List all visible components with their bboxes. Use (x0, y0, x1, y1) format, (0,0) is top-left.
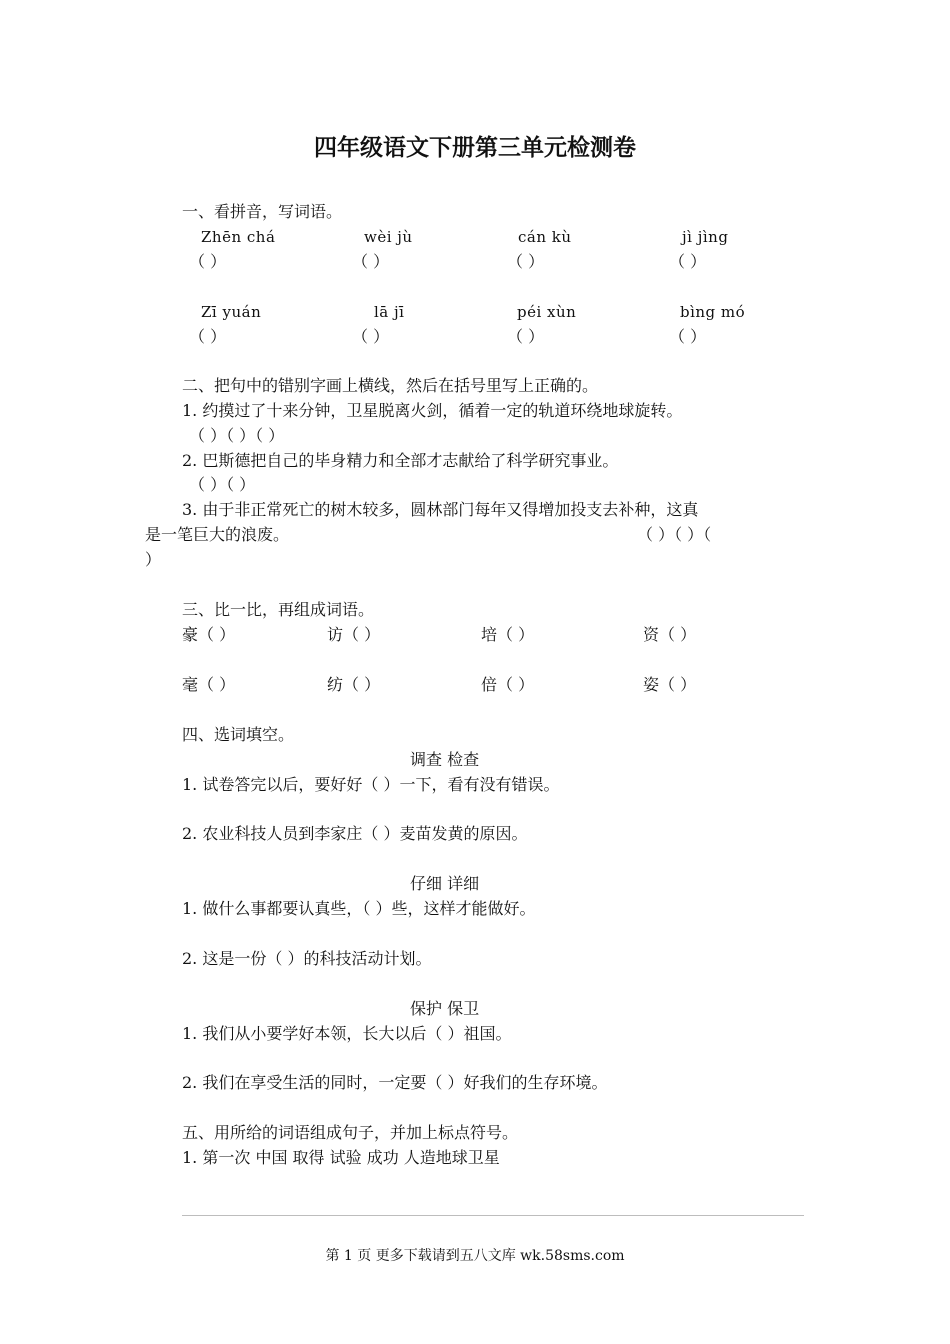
pinyin-1-3: cán kù (518, 228, 572, 246)
fill-question-2-1[interactable]: 1. 做什么事都要认真些，（ ）些，这样才能做好。 (182, 899, 536, 918)
question-2-2: 2. 巴斯德把自己的毕身精力和全部才志献给了科学研究事业。 (182, 451, 619, 470)
compare-item[interactable]: 姿（ ） (643, 675, 697, 694)
pinyin-2-2: lā jī (374, 303, 405, 321)
sentence-question-1: 1. 第一次 中国 取得 试验 成功 人造地球卫星 (182, 1148, 500, 1167)
pinyin-1-1: Zhēn chá (201, 228, 276, 246)
compare-item[interactable]: 资（ ） (643, 625, 697, 644)
answer-blank[interactable]: （ ） (352, 252, 390, 271)
compare-item[interactable]: 倍（ ） (481, 675, 535, 694)
pinyin-2-3: péi xùn (517, 303, 577, 321)
word-choices-3: 保护 保卫 (410, 999, 480, 1018)
question-2-1: 1. 约摸过了十来分钟，卫星脱离火剑，循着一定的轨道环绕地球旋转。 (182, 401, 683, 420)
fill-question-1-1[interactable]: 1. 试卷答完以后，要好好（ ）一下，看有没有错误。 (182, 775, 560, 794)
answer-blank[interactable]: （ ） (352, 327, 390, 346)
pinyin-1-4: jì jìng (682, 228, 729, 246)
answer-blank[interactable]: （ ） (507, 327, 545, 346)
section4-heading: 四、选词填空。 (182, 725, 295, 744)
compare-item[interactable]: 纺（ ） (327, 675, 381, 694)
footer-divider (182, 1215, 804, 1216)
compare-item[interactable]: 豪（ ） (182, 625, 236, 644)
answer-blanks-2-2[interactable]: （ ）（ ） (189, 475, 256, 494)
section3-heading: 三、比一比，再组成词语。 (182, 600, 375, 619)
section1-heading: 一、看拼音，写词语。 (182, 202, 343, 221)
fill-question-2-2[interactable]: 2. 这是一份（ ）的科技活动计划。 (182, 949, 432, 968)
page-footer: 第 1 页 更多下载请到五八文库 wk.58sms.com (325, 1248, 625, 1264)
compare-item[interactable]: 毫（ ） (182, 675, 236, 694)
fill-question-3-2[interactable]: 2. 我们在享受生活的同时，一定要（ ）好我们的生存环境。 (182, 1073, 608, 1092)
answer-blank[interactable]: （ ） (669, 327, 707, 346)
fill-question-1-2[interactable]: 2. 农业科技人员到李家庄（ ）麦苗发黄的原因。 (182, 824, 528, 843)
answer-blank[interactable]: （ ） (669, 252, 707, 271)
answer-blanks-2-3[interactable]: （ ）（ ）（ (637, 525, 712, 544)
answer-blank[interactable]: （ ） (507, 252, 545, 271)
word-choices-1: 调查 检查 (410, 750, 480, 769)
pinyin-2-1: Zī yuán (201, 303, 262, 321)
compare-item[interactable]: 培（ ） (481, 625, 535, 644)
page-title: 四年级语文下册第三单元检测卷 (314, 135, 636, 161)
fill-question-3-1[interactable]: 1. 我们从小要学好本领，长大以后（ ）祖国。 (182, 1024, 512, 1043)
question-2-3-cont: 是一笔巨大的浪废。 (145, 525, 290, 544)
question-2-3: 3. 由于非正常死亡的树木较多，圆林部门每年又得增加投支去补种，这真 (182, 500, 699, 519)
answer-blank[interactable]: （ ） (189, 327, 227, 346)
answer-blank[interactable]: （ ） (189, 252, 227, 271)
section2-heading: 二、把句中的错别字画上横线，然后在括号里写上正确的。 (182, 376, 599, 395)
pinyin-1-2: wèi jù (364, 228, 413, 246)
answer-blank-tail: ） (145, 550, 162, 569)
word-choices-2: 仔细 详细 (410, 874, 480, 893)
answer-blanks-2-1[interactable]: （ ）（ ）（ ） (189, 426, 285, 445)
section5-heading: 五、用所给的词语组成句子，并加上标点符号。 (182, 1123, 519, 1142)
compare-item[interactable]: 访（ ） (327, 625, 381, 644)
pinyin-2-4: bìng mó (680, 303, 746, 321)
